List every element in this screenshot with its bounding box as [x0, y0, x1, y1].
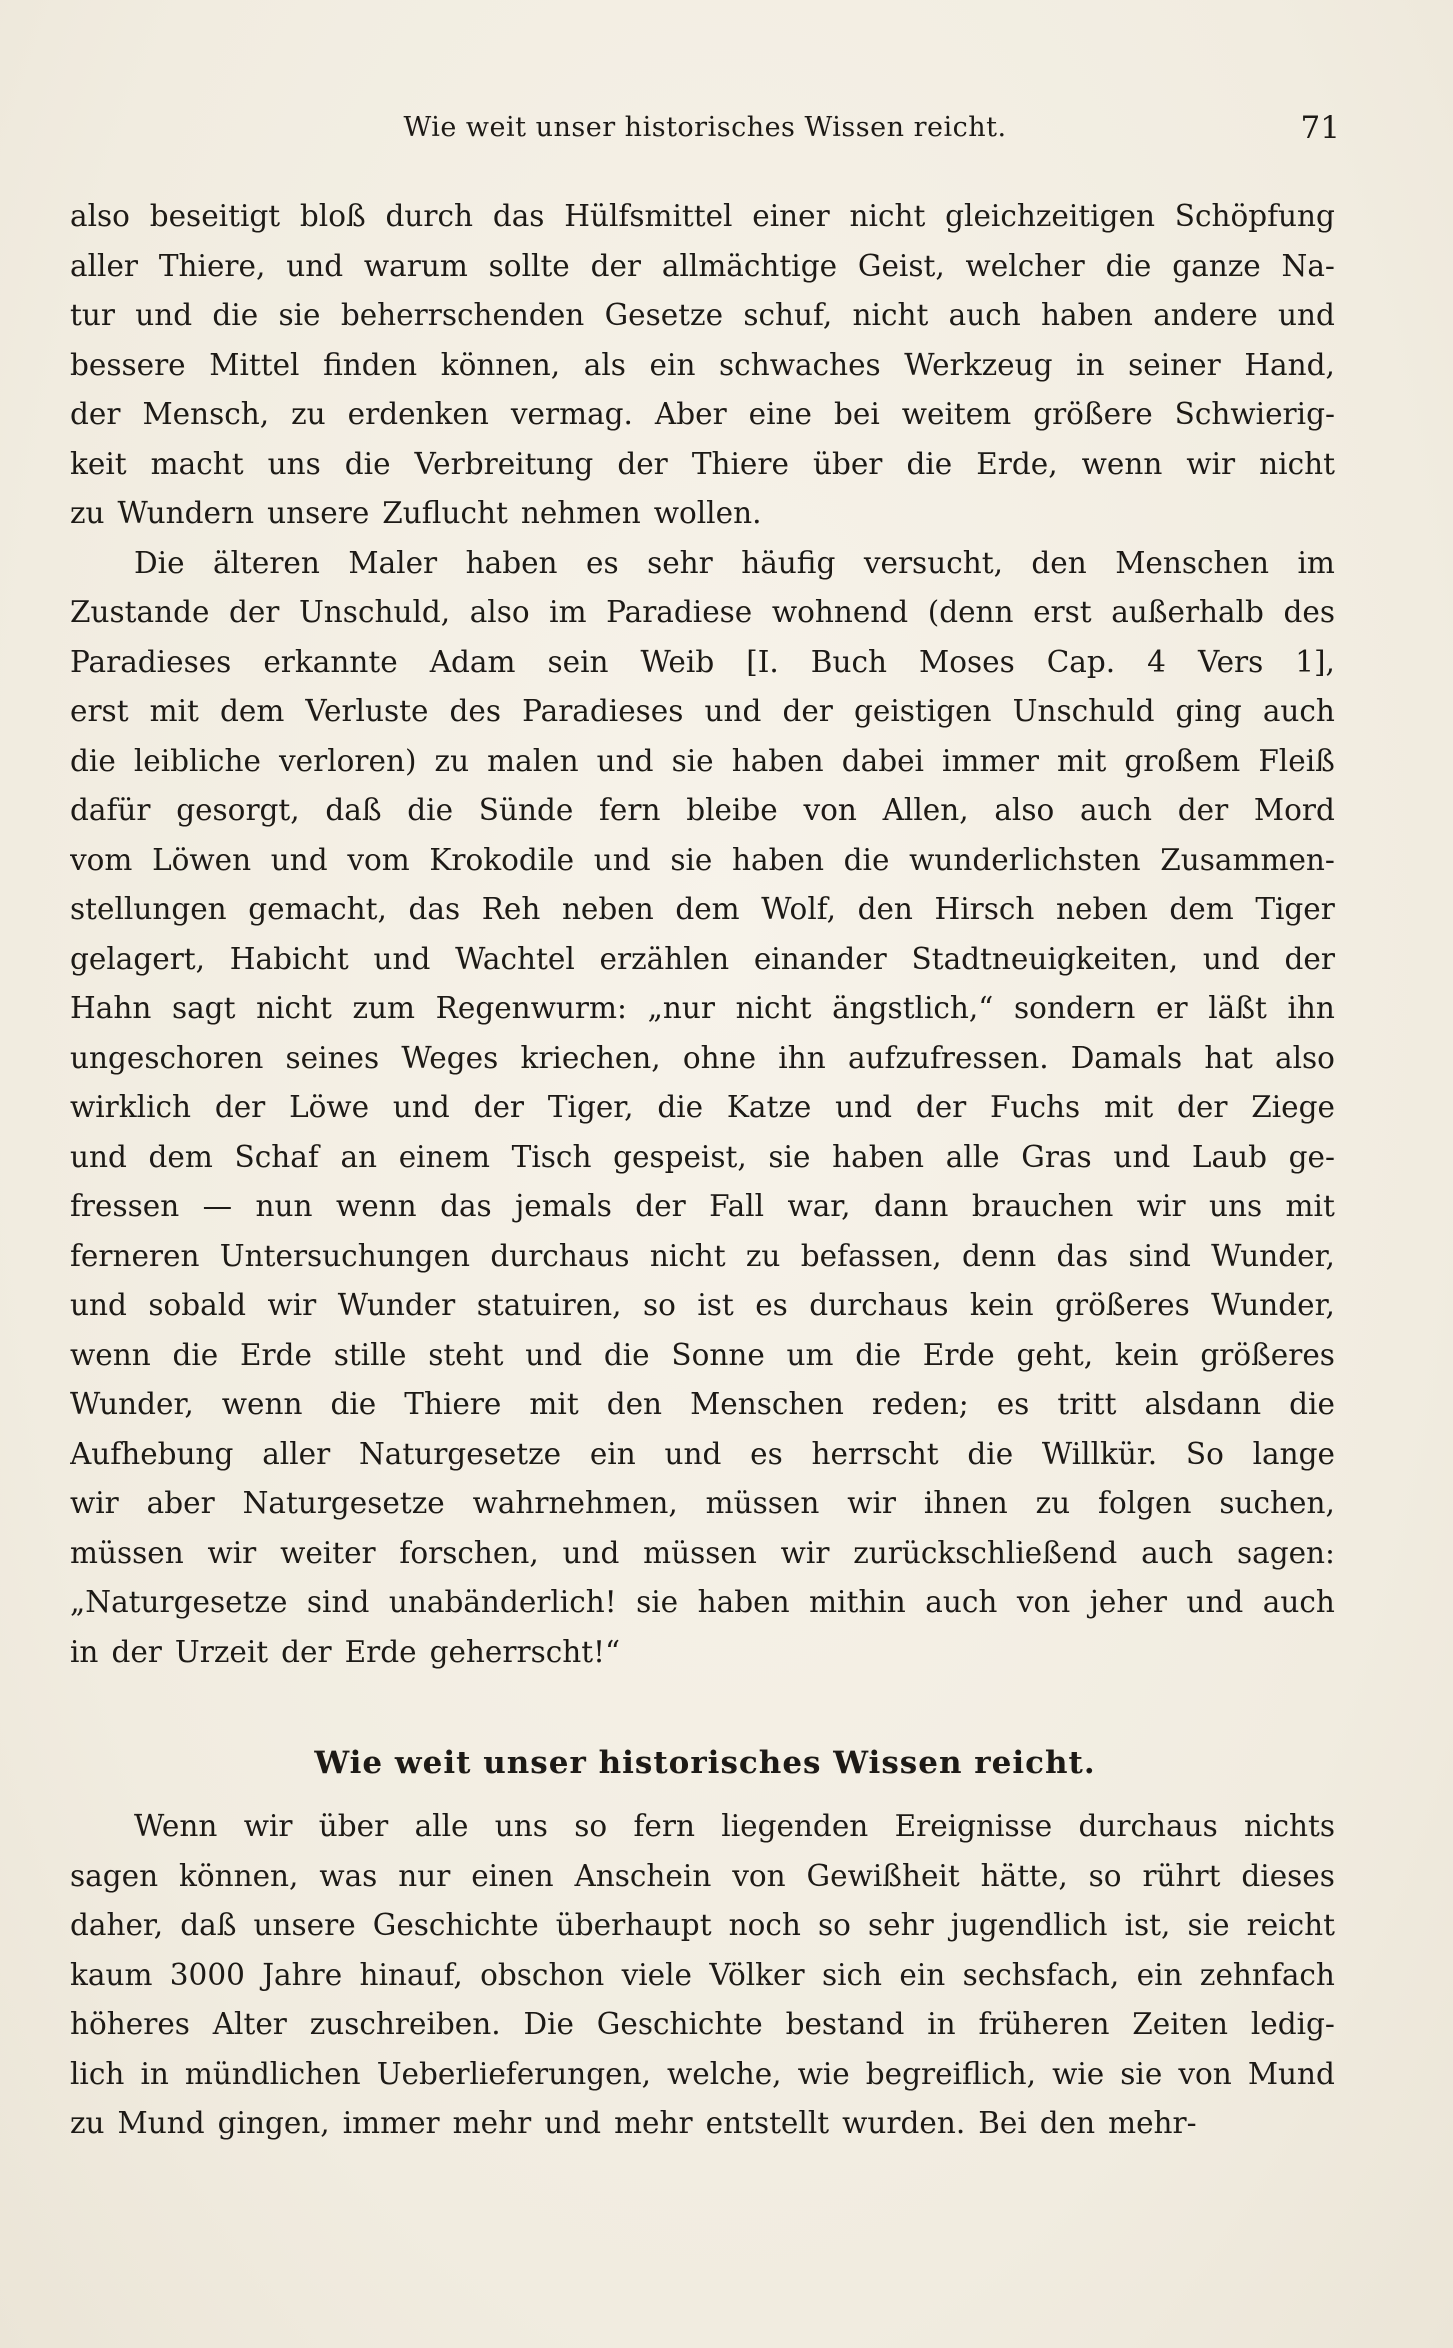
text-line: Zustande der Unschuld, also im Paradiese wohnend (denn erst außerhalb des: [70, 595, 1335, 629]
running-title: Wie weit unser historisches Wissen reicht.: [403, 112, 1007, 143]
paragraph-2: [70, 539, 1335, 1678]
text-line: erst mit dem Verluste des Paradieses und der geistigen Unschuld ging auch: [70, 694, 1335, 728]
text-line: zu Wundern unsere Zuflucht nehmen wollen.: [70, 496, 762, 530]
text-line: müssen wir weiter forschen, und müssen wir zurückschließend auch sagen:: [70, 1535, 1335, 1570]
text-line: vom Löwen und vom Krokodile und sie haben die wunderlichsten Zusammen-: [70, 842, 1335, 877]
text-line: ungeschoren seines Weges kriechen, ohne ihn aufzufressen. Damals hat also: [70, 1040, 1335, 1075]
page-number: 71: [1300, 110, 1340, 146]
paragraph-3: [70, 1802, 1335, 2149]
text-line: fressen — nun wenn das jemals der Fall war, dann brauchen wir uns mit: [70, 1189, 1335, 1223]
text-line: Aufhebung aller Naturgesetze ein und es herrscht die Willkür. So lange: [70, 1436, 1335, 1471]
text-line: in der Urzeit der Erde geherrscht!“: [70, 1634, 621, 1669]
text-line: aller Thiere, und warum sollte der allmächtige Geist, welcher die ganze Na-: [70, 248, 1335, 283]
text-line: „Naturgesetze sind unabänderlich! sie haben mithin auch von jeher und auch: [70, 1585, 1335, 1619]
text-line: der Mensch, zu erdenken vermag. Aber eine bei weitem größere Schwierig-: [70, 397, 1335, 431]
text-line: tur und die sie beherrschenden Gesetze schuf, nicht auch haben andere und: [70, 298, 1335, 332]
text-line: keit macht uns die Verbreitung der Thiere über die Erde, wenn wir nicht: [70, 446, 1335, 481]
text-line: ferneren Untersuchungen durchaus nicht zu befassen, denn das sind Wunder,: [70, 1238, 1335, 1273]
text-line: stellungen gemacht, das Reh neben dem Wolf, den Hirsch neben dem Tiger: [70, 892, 1335, 926]
text-line: daher, daß unsere Geschichte überhaupt noch so sehr jugendlich ist, sie reicht: [70, 1908, 1335, 1942]
text-line: kaum 3000 Jahre hinauf, obschon viele Völker sich ein sechsfach, ein zehnfach: [70, 1957, 1335, 1992]
text-line: wir aber Naturgesetze wahrnehmen, müssen wir ihnen zu folgen suchen,: [70, 1486, 1335, 1520]
lower-text-block: [70, 1802, 1335, 2149]
text-line: und sobald wir Wunder statuiren, so ist es durchaus kein größeres Wunder,: [70, 1288, 1335, 1322]
text-line: zu Mund gingen, immer mehr und mehr entstellt wurden. Bei den mehr-: [70, 2106, 1197, 2140]
text-line: wirklich der Löwe und der Tiger, die Katze und der Fuchs mit der Ziege: [70, 1090, 1335, 1124]
text-line: die leibliche verloren) zu malen und sie haben dabei immer mit großem Fleiß: [70, 743, 1335, 778]
text-line: dafür gesorgt, daß die Sünde fern bleibe von Allen, also auch der Mord: [70, 793, 1335, 827]
running-head: [70, 106, 1340, 150]
text-line: Die älteren Maler haben es sehr häufig versucht, den Menschen im: [134, 545, 1335, 580]
text-line: Wenn wir über alle uns so fern liegenden Ereignisse durchaus nichts: [134, 1809, 1335, 1843]
text-line: gelagert, Habicht und Wachtel erzählen einander Stadtneuigkeiten, und der: [70, 941, 1335, 976]
text-line: lich in mündlichen Ueberlieferungen, welche, wie begreiflich, wie sie von Mund: [70, 2056, 1335, 2091]
text-line: und dem Schaf an einem Tisch gespeist, sie haben alle Gras und Laub ge-: [70, 1139, 1335, 1174]
text-line: Wunder, wenn die Thiere mit den Menschen reden; es tritt alsdann die: [70, 1387, 1335, 1421]
upper-text-block: [70, 192, 1335, 1677]
text-line: Paradieses erkannte Adam sein Weib [I. Buch Moses Cap. 4 Vers 1],: [70, 644, 1335, 679]
text-line: Hahn sagt nicht zum Regenwurm: „nur nicht ängstlich,“ sondern er läßt ihn: [70, 991, 1335, 1025]
paragraph-1: [70, 192, 1335, 539]
text-line: bessere Mittel finden können, als ein schwaches Werkzeug in seiner Hand,: [70, 347, 1335, 382]
text-line: also beseitigt bloß durch das Hülfsmittel einer nicht gleichzeitigen Schöpfung: [70, 199, 1335, 233]
section-heading: Wie weit unser historisches Wissen reicht.: [314, 1745, 1096, 1781]
text-line: höheres Alter zuschreiben. Die Geschichte bestand in früheren Zeiten ledig-: [70, 2007, 1335, 2041]
text-line: sagen können, was nur einen Anschein von Gewißheit hätte, so rührt dieses: [70, 1858, 1335, 1893]
text-line: wenn die Erde stille steht und die Sonne um die Erde geht, kein größeres: [70, 1337, 1335, 1372]
